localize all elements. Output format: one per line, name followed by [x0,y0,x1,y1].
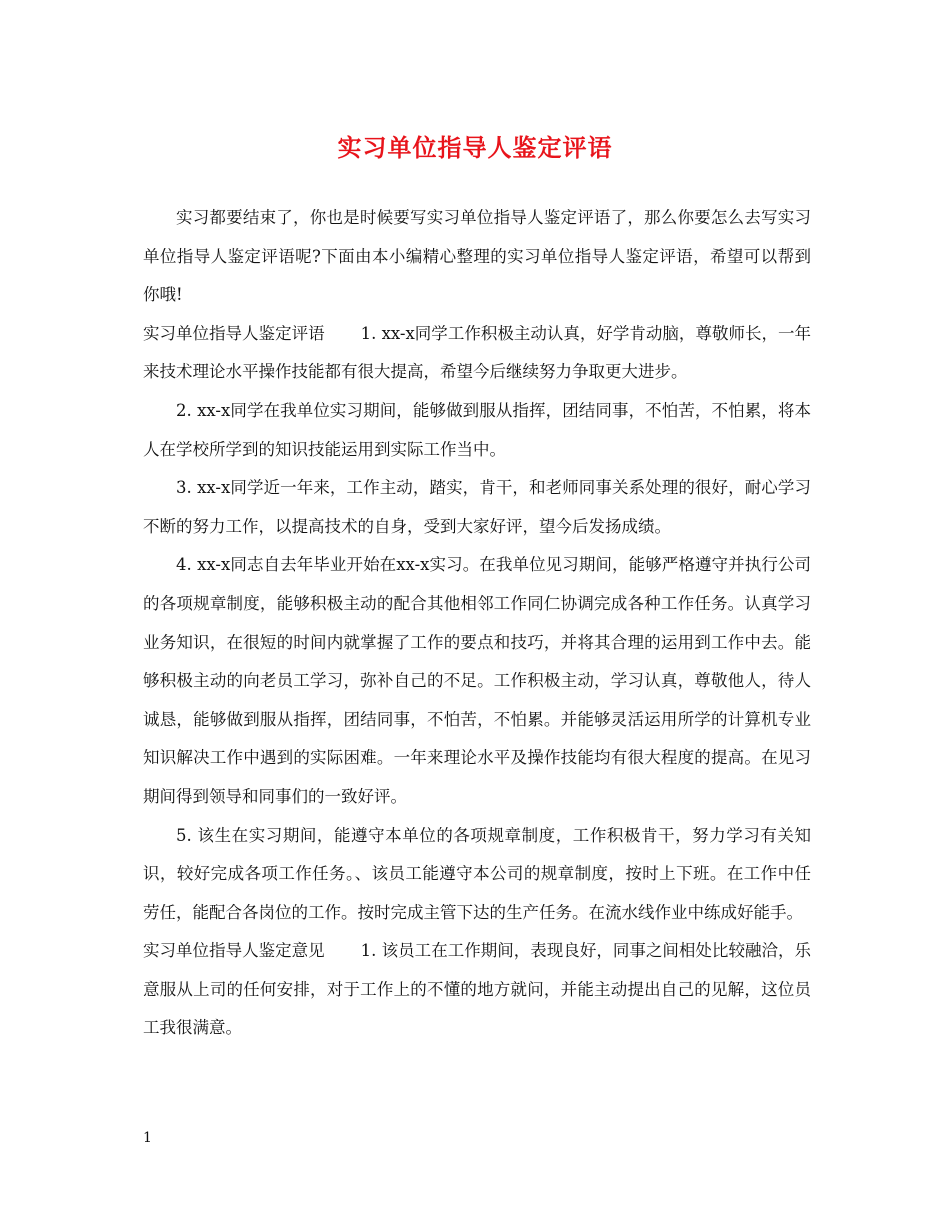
list-item-5: 5. 该生在实习期间，能遵守本单位的各项规章制度，工作积极肯干，努力学习有关知识，较好完成各项工作任务。、该员工能遵守本公司的规章制度，按时上下班。在工作中任劳任，能配合各岗位的工作。按时完成主管下达的生产任务。在流水线作业中练成好能手。 [143,825,811,922]
section1-heading: 实习单位指导人鉴定评语 [143,323,325,343]
section1-item1: 1. xx-x同学工作积极主动认真，好学肯动脑，尊敬师长，一年来技术理论水平操作技能都有很大提高，希望今后继续努力争取更大进步。 [143,323,811,382]
intro-paragraph: 实习都要结束了，你也是时候要写实习单位指导人鉴定评语了，那么你要怎么去写实习单位指导人鉴定评语呢?下面由本小编精心整理的实习单位指导人鉴定评语，希望可以帮到你哦! [143,208,811,305]
section2-heading: 实习单位指导人鉴定意见 [143,941,325,961]
list-item-2: 2. xx-x同学在我单位实习期间，能够做到服从指挥，团结同事，不怕苦，不怕累，将本人在学校所学到的知识技能运用到实际工作当中。 [143,400,811,459]
document-title: 实习单位指导人鉴定评语 [337,133,613,162]
list-item-3: 3. xx-x同学近一年来，工作主动，踏实，肯干，和老师同事关系处理的很好，耐心学习不断的努力工作，以提高技术的自身，受到大家好评，望今后发扬成绩。 [143,478,811,536]
page-number: 1 [143,1130,152,1146]
section1-paragraph [143,315,811,392]
list-item-4: 4. xx-x同志自去年毕业开始在xx-x实习。在我单位见习期间，能够严格遵守并执行公司的各项规章制度，能够积极主动的配合其他相邻工作同仁协调完成各种工作任务。认真学习业务知识，在很短的时间内就掌握了工作的要点和技巧，并将其合理的运用到工作中去。能够积极主动的向老员工学习，弥补自己的不足。工作积极主动，学习认真，尊敬他人，待人诚恳，能够做到服从指挥，团结同事，不怕苦，不怕累。并能够灵活运用所学的计算机专业知识解决工作中遇到的实际困难。一年来理论水平及操作技能均有很大程度的提高。在见习期间得到领导和同事们的一致好评。 [143,555,811,806]
document-body [143,199,811,1048]
section2-item1: 1. 该员工在工作期间，表现良好，同事之间相处比较融洽，乐意服从上司的任何安排，对于工作上的不懂的地方就问，并能主动提出自己的见解，这位员工我很满意。 [143,941,811,1038]
section2-paragraph [143,932,811,1048]
